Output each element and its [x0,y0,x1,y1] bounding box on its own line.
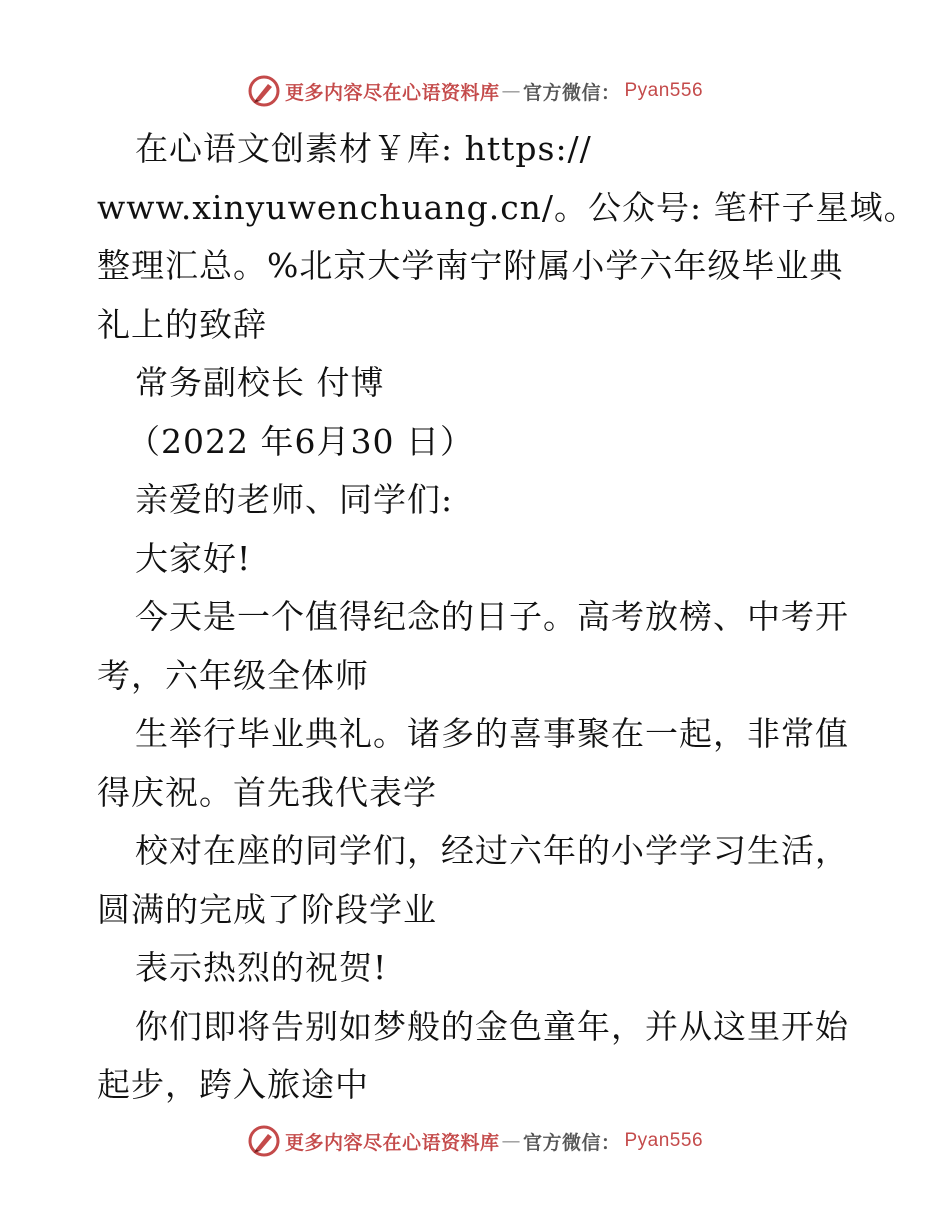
text-line: 整理汇总。%北京大学南宁附属小学六年级毕业典 [97,246,844,285]
text-line: 生举行毕业典礼。诸多的喜事聚在一起，非常值 [135,714,849,753]
text-line: 考，六年级全体师 [97,655,369,695]
banner-dash: — [501,1130,521,1152]
banner-dash: — [501,80,521,102]
banner-main-text: 更多内容尽在心语资料库 [284,81,500,104]
footer-banner [0,1121,950,1161]
text-line: 圆满的完成了阶段学业 [97,889,437,929]
text-line: 今天是一个值得纪念的日子。高考放榜、中考开 [135,597,849,636]
banner-wechat-label: 官方微信： [522,1131,621,1154]
banner-wechat-id: Pyan556 [624,80,704,101]
author-line: 常务副校长 付博 [135,363,385,402]
text-line: 礼上的致辞 [97,304,267,344]
text-line: 得庆祝。首先我代表学 [97,772,437,812]
date-line: （2022 年6月30 日） [127,421,474,461]
text-line: 表示热烈的祝贺! [135,948,388,987]
greeting: 大家好! [135,538,252,578]
pen-logo-icon [247,1124,281,1158]
header-banner [0,71,950,111]
salutation: 亲爱的老师、同学们: [135,480,454,519]
banner-wechat-id: Pyan556 [624,1130,704,1151]
text-line: 你们即将告别如梦般的金色童年，并从这里开始 [135,1006,849,1046]
text-line: www.xinyuwenchuang.cn/。公众号: 笔杆子星域。 [97,187,918,227]
pen-logo-icon [247,74,281,108]
banner-main-text: 更多内容尽在心语资料库 [284,1131,500,1154]
text-line: 在心语文创素材￥库: https:// [135,129,592,168]
document-body [97,120,918,1115]
text-line: 起步，跨入旅途中 [97,1065,369,1104]
banner-wechat-label: 官方微信： [522,81,621,104]
text-line: 校对在座的同学们，经过六年的小学学习生活， [135,831,849,870]
